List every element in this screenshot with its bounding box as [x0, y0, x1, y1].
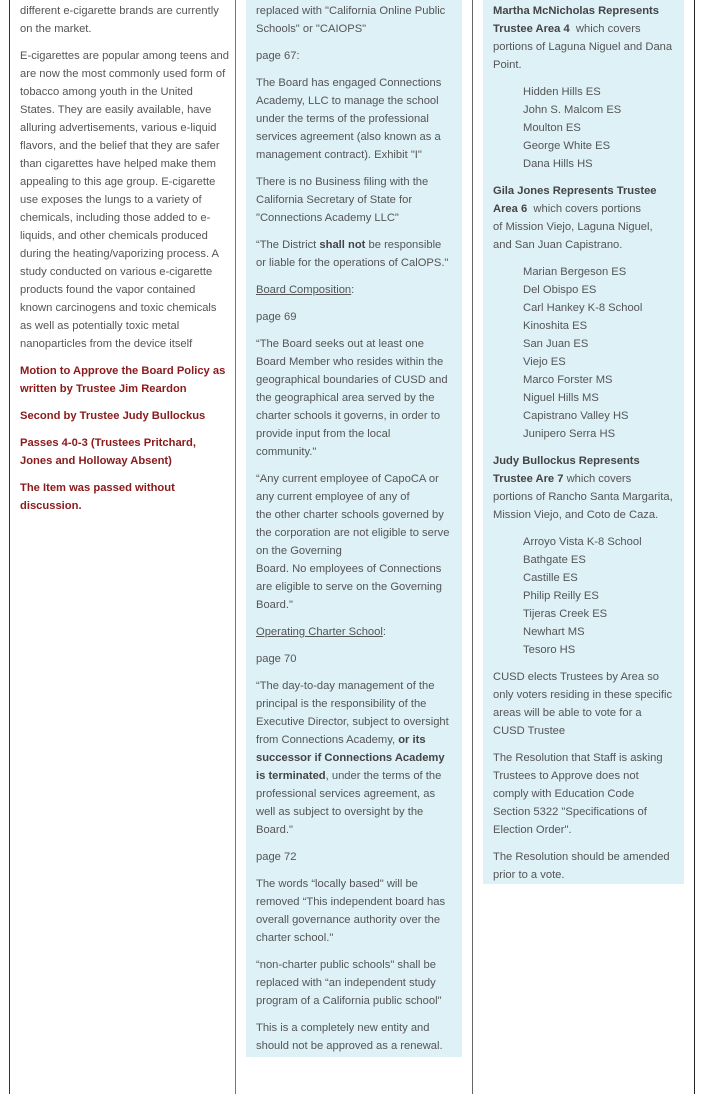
paragraph-no-business-filing: There is no Business filing with the California Secretary of State for "Connections Academy LLC" — [256, 176, 429, 224]
heading-board-composition — [256, 281, 452, 299]
paragraph-locally-based: The words “locally based" will be removed “This independent board has overall governance authority over the charter school." — [256, 878, 446, 944]
page-ref-72: page 72 — [256, 851, 297, 863]
trustee-area-4-desc: which covers portions of Laguna Niguel and Dana Point. — [493, 23, 676, 71]
quote-bold-shall-not: shall not — [319, 239, 366, 251]
day-to-day-post: , under the terms of the professional services agreement, as well as subject to oversight by the — [256, 770, 442, 818]
trustee-area-7-title: Judy Bullockus Represents Trustee Are 7 — [493, 455, 640, 485]
paragraph-ecig-brands: different e-cigarette brands are currently on the market. — [20, 5, 219, 35]
trustee-area-7 — [493, 452, 674, 524]
column-charter-comments — [246, 0, 462, 1057]
trustee-area-6-desc-a: which covers portions — [527, 203, 642, 215]
paragraph-elects-by-area: CUSD elects Trustees by Area so only voters residing in these specific areas will be able to vote for a CUSD Trustee — [493, 671, 673, 737]
school-item: Del Obispo ES — [523, 284, 597, 296]
trustee-area-6-desc-b: of Mission Viejo, Laguna Niguel, and San Juan Capistrano. — [493, 221, 653, 251]
day-to-day-bold: or its successor if Connections Academy is terminated — [256, 734, 445, 782]
trustee-area-4 — [493, 2, 674, 74]
column-divider-2 — [472, 0, 473, 1094]
employee-eligibility-line-1: “Any current employee of CapoCA or any current employee of any of — [256, 473, 439, 503]
second-text: Second by Trustee Judy Bullockus — [20, 410, 206, 422]
heading-operating-charter — [256, 623, 452, 641]
item-passed-note: The Item was passed without discussion. — [20, 482, 175, 512]
school-item: Newhart MS — [523, 626, 585, 638]
colon: : — [382, 626, 386, 638]
employee-eligibility-line-2: the other charter schools governed by the corporation are not eligible to serve on the Governing — [256, 509, 450, 557]
area-6-school-list — [523, 263, 674, 443]
page-ref-67: page 67: — [256, 50, 300, 62]
school-item: Junipero Serra HS — [523, 428, 616, 440]
school-item: Castille ES — [523, 572, 578, 584]
school-item: Bathgate ES — [523, 554, 586, 566]
school-item: Arroyo Vista K-8 School — [523, 536, 642, 548]
page-ref-69: page 69 — [256, 311, 297, 323]
motion-text: Motion to Approve the Board Policy as written by Trustee Jim Reardon — [20, 365, 226, 395]
board-composition-label: Board Composition — [256, 284, 352, 296]
school-item: Viejo ES — [523, 356, 566, 368]
area-7-school-list — [523, 533, 674, 659]
school-item: Kinoshita ES — [523, 320, 588, 332]
paragraph-district-liability — [256, 236, 452, 272]
school-item: San Juan ES — [523, 338, 589, 350]
school-item: George White ES — [523, 140, 611, 152]
trustee-area-7-desc: which covers portions of Rancho Santa Margarita, Mission Viejo, and Coto de Caza. — [493, 473, 673, 521]
trustee-area-6 — [493, 182, 674, 254]
paragraph-name-replaced: replaced with "California Online Public Schools" or "CAIOPS" — [256, 5, 446, 35]
paragraph-resolution-amend: The Resolution should be amended prior to a vote. — [493, 851, 670, 881]
colon: : — [351, 284, 355, 296]
paragraph-non-charter: “non-charter public schools" shall be replaced with “an independent study program of a California public school" — [256, 959, 442, 1007]
quote-pre: “The District — [256, 239, 320, 251]
column-agenda-item — [20, 0, 230, 524]
column-trustee-areas — [483, 0, 684, 884]
paragraph-ecig-popularity: E-cigarettes are popular among teens and are now the most commonly used form of tobacco among youth in the United States. They are easily available, have alluring advertisements, various e-liquid flavors, and the belief that they are safer than cigarettes have helped make them appealing to this age group. E-cigarette use exposes the lungs to a variety of chemicals, including those added to e-liquids, and other chemicals produced during the heating/vaporizing process. A study conducted on various e-cigarette products found the vapor contained known carcinogens and toxic chemicals as well as potentially toxic metal nanoparticles from the device itself — [20, 50, 229, 350]
page-ref-70: page 70 — [256, 653, 297, 665]
day-to-day-pre: “The day-to-day management of the principal is the responsibility of the Executive Director, subject to oversight from Connections Academy, — [256, 680, 449, 746]
left-border — [9, 0, 10, 1094]
school-item: Marian Bergeson ES — [523, 266, 627, 278]
paragraph-employee-eligibility — [256, 470, 452, 614]
paragraph-board-seeks: “The Board seeks out at least one Board Member who resides within the geographical boundaries of CUSD and the geographical area served by the charter schools it governs, in order to provide input from the local community." — [256, 338, 448, 458]
right-border — [694, 0, 695, 1094]
school-item: Carl Hankey K-8 School — [523, 302, 643, 314]
day-to-day-end: Board." — [256, 824, 293, 836]
school-item: Dana Hills HS — [523, 158, 593, 170]
paragraph-new-entity: This is a completely new entity and should not be approved as a renewal. — [256, 1022, 443, 1052]
school-item: Marco Forster MS — [523, 374, 613, 386]
operating-charter-label: Operating Charter School — [256, 626, 383, 638]
quote-post: be responsible or liable for the operations of CalOPS." — [256, 239, 449, 269]
school-item: Moulton ES — [523, 122, 581, 134]
trustee-area-6-title: Gila Jones Represents Trustee Area 6 — [493, 185, 657, 215]
school-item: Tijeras Creek ES — [523, 608, 608, 620]
employee-eligibility-line-3: Board. No employees of Connections are eligible to serve on the Governing Board." — [256, 563, 442, 611]
school-item: John S. Malcom ES — [523, 104, 622, 116]
trustee-area-4-title: Martha McNicholas Represents Trustee Area 4 — [493, 5, 659, 35]
school-item: Philip Reilly ES — [523, 590, 599, 602]
paragraph-day-to-day — [256, 677, 452, 839]
school-item: Capistrano Valley HS — [523, 410, 629, 422]
school-item: Tesoro HS — [523, 644, 576, 656]
school-item: Hidden Hills ES — [523, 86, 601, 98]
paragraph-resolution-noncompliance: The Resolution that Staff is asking Trustees to Approve does not comply with Education Code Section 5322 "Specifications of Election Order". — [493, 752, 663, 836]
area-4-school-list — [523, 83, 674, 173]
paragraph-connections-academy: The Board has engaged Connections Academy, LLC to manage the school under the terms of the professional services agreement (also known as a management contract). Exhibit "I" — [256, 77, 442, 161]
vote-result: Passes 4-0-3 (Trustees Pritchard, Jones and Holloway Absent) — [20, 437, 196, 467]
column-divider-1 — [235, 0, 236, 1094]
school-item: Niguel Hills MS — [523, 392, 599, 404]
